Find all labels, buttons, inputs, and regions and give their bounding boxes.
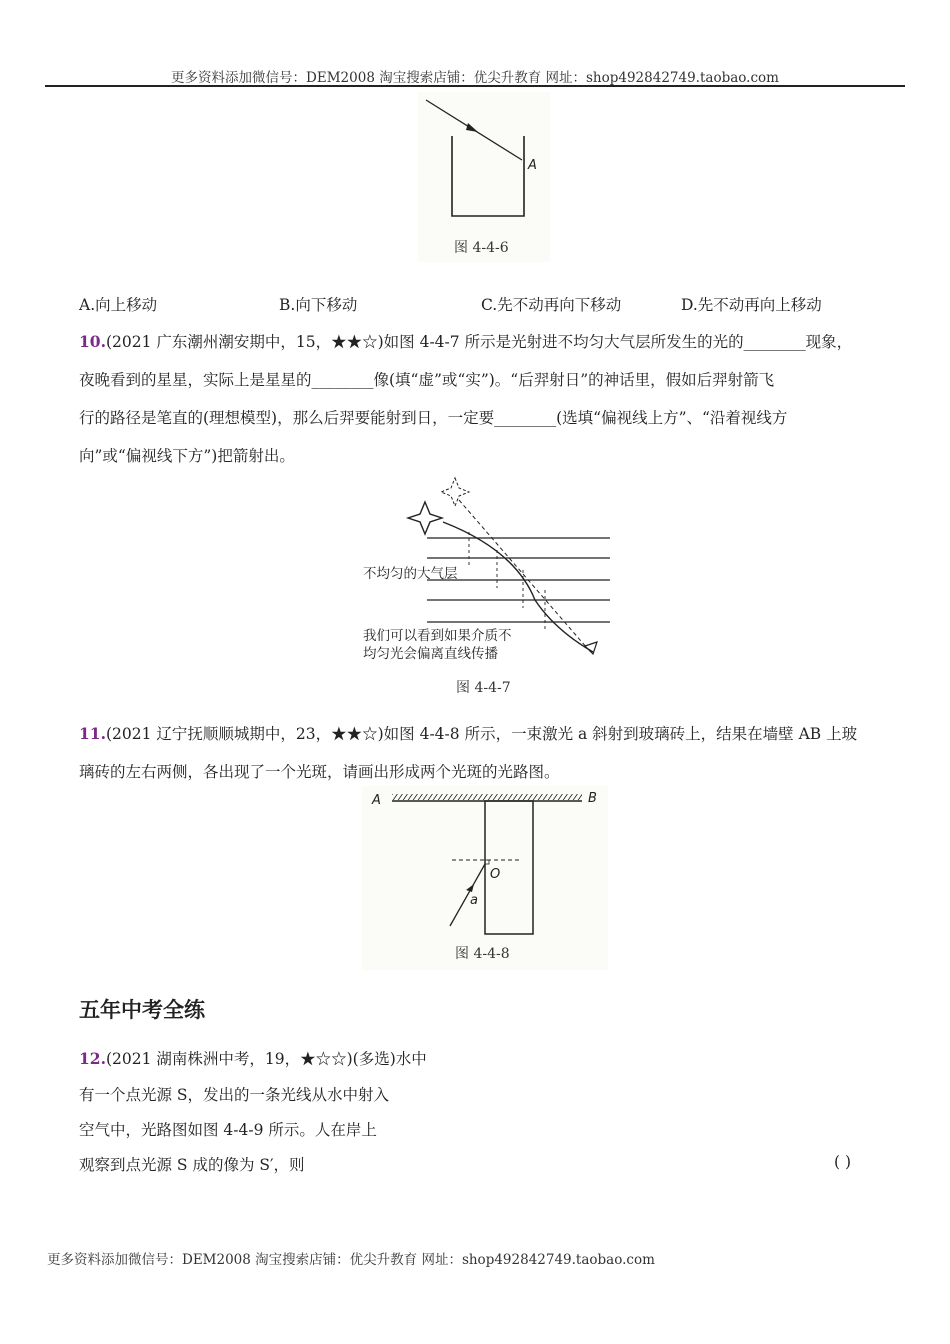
arrowhead-icon: [466, 884, 474, 892]
label-a: A: [372, 793, 381, 808]
q12-line-1: 12.(2021 湖南株洲中考，19，★☆☆)(多选)水中: [79, 1049, 427, 1068]
answer-paren: ( ): [834, 1153, 852, 1171]
figure-4-4-7-drawing: [355, 470, 615, 698]
option-b: B.向下移动: [279, 296, 358, 314]
label-o: O: [490, 867, 501, 882]
q12-line-4: 观察到点光源 S 成的像为 S′，则: [79, 1156, 305, 1174]
question-number: 10.: [79, 332, 106, 351]
eye-icon: [585, 642, 597, 654]
label-b: B: [588, 791, 597, 806]
figure-caption: 图 4-4-6: [454, 240, 509, 256]
real-star-icon: [408, 502, 442, 534]
label-atmosphere: 不均匀的大气层: [363, 566, 458, 582]
q10-line-1: 10.(2021 广东潮州潮安期中，15，★★☆)如图 4-4-7 所示是光射进不均匀大气层所发生的光的________现象，: [79, 332, 853, 351]
q12-line-3: 空气中，光路图如图 4-4-9 所示。人在岸上: [79, 1121, 377, 1139]
q12-line-2: 有一个点光源 S，发出的一条光线从水中射入: [79, 1086, 390, 1104]
question-number: 12.: [79, 1049, 106, 1068]
note-line-2: 均匀光会偏离直线传播: [363, 646, 498, 662]
label-ray-a: a: [470, 893, 478, 908]
q11-line-2: 璃砖的左右两侧，各出现了一个光斑，请画出形成两个光斑的光路图。: [79, 763, 560, 781]
laser-ray-a: [450, 864, 485, 926]
section-title: 五年中考全练: [79, 998, 205, 1022]
container: [452, 136, 524, 216]
q10-line-3: 行的路径是笔直的(理想模型)，那么后羿要能射到日，一定要________(选填“偏视线上方”、“沿着视线方: [79, 409, 788, 427]
q11-line-1: 11.(2021 辽宁抚顺顺城期中，23，★★☆)如图 4-4-8 所示，一束激光 a 斜射到玻璃砖上，结果在墙壁 AB 上玻: [79, 724, 858, 743]
option-c: C.先不动再向下移动: [481, 296, 622, 314]
option-d: D.先不动再向上移动: [681, 296, 822, 314]
page-header: 更多资料添加微信号：DEM2008 淘宝搜索店铺：优尖升教育 网址：shop492842749.taobao.com: [171, 70, 779, 86]
note-line-1: 我们可以看到如果介质不: [363, 628, 512, 644]
virtual-star-icon: [441, 478, 469, 506]
page-footer: 更多资料添加微信号：DEM2008 淘宝搜索店铺：优尖升教育 网址：shop492842749.taobao.com: [47, 1252, 655, 1268]
figure-4-4-8: [362, 786, 608, 970]
question-number: 11.: [79, 724, 106, 743]
line-of-sight: [459, 500, 587, 648]
q10-line-4: 向”或“偏视线下方”)把箭射出。: [79, 447, 295, 465]
option-a: A.向上移动: [79, 296, 158, 314]
header-divider: [45, 85, 905, 87]
q10-line-2: 夜晚看到的星星，实际上是星星的________像(填“虚”或“实”)。“后羿射日”的神话里，假如后羿射箭飞: [79, 371, 775, 389]
figure-4-4-7: [355, 470, 615, 698]
wall-hatch: [392, 794, 582, 800]
figure-caption: 图 4-4-7: [456, 680, 511, 696]
label-a: A: [528, 158, 537, 173]
figure-4-4-6: [418, 92, 550, 262]
figure-caption: 图 4-4-8: [455, 946, 510, 962]
arrowhead-icon: [466, 123, 478, 132]
